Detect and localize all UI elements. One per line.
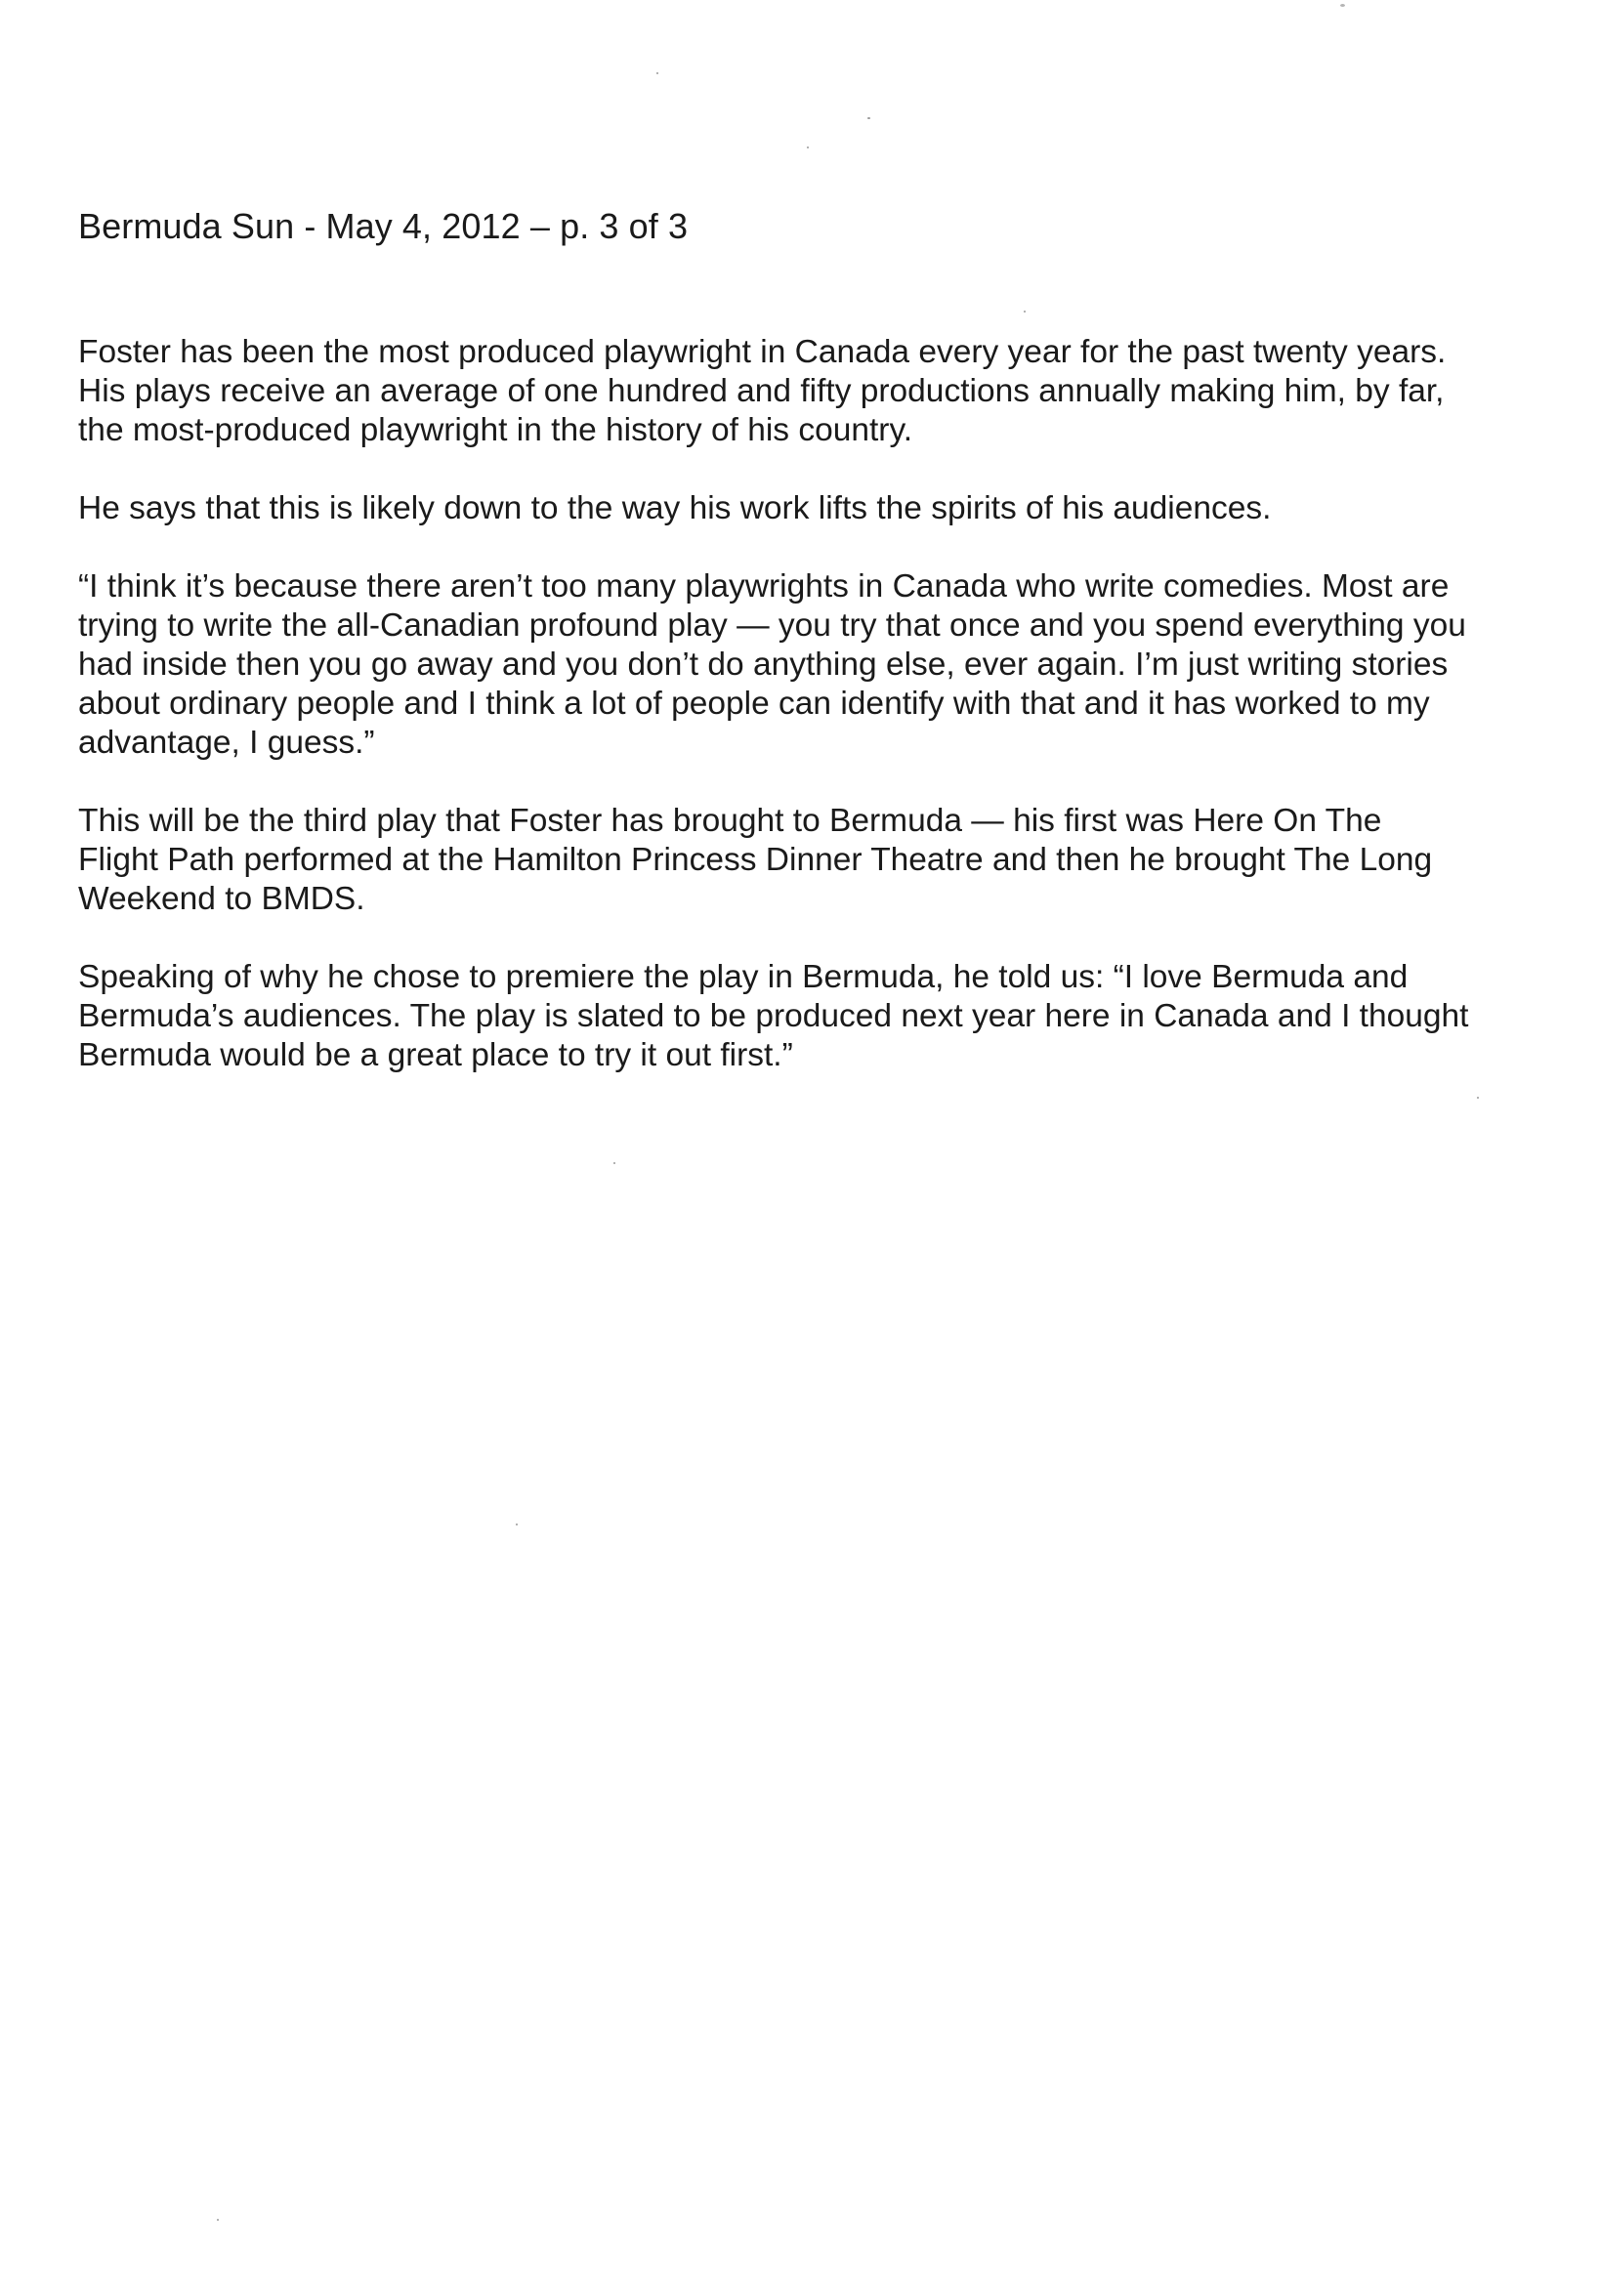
text-line: Flight Path performed at the Hamilton Princess Dinner Theatre and then he brought The Long (78, 842, 1433, 878)
text-line: the most-produced playwright in the history of his country. (78, 412, 913, 448)
text-line: Speaking of why he chose to premiere the play in Bermuda, he told us: “I love Bermuda and (78, 959, 1409, 995)
scan-speck (867, 117, 870, 119)
text-line: Bermuda would be a great place to try it out first.” (78, 1037, 793, 1073)
scan-speck (1477, 1097, 1479, 1099)
article-body (78, 333, 1543, 1114)
text-line: had inside then you go away and you don’t do anything else, ever again. I’m just writing stories (78, 647, 1449, 683)
text-line: advantage, I guess.” (78, 725, 375, 761)
text-line: Weekend to BMDS. (78, 881, 365, 917)
paragraph-1 (78, 333, 1543, 450)
scan-speck (613, 1162, 615, 1164)
text-line: His plays receive an average of one hundred and fifty productions annually making him, by far, (78, 373, 1445, 409)
scan-speck (217, 2219, 219, 2221)
paragraph-5 (78, 958, 1543, 1075)
text-line: He says that this is likely down to the way his work lifts the spirits of his audiences. (78, 490, 1272, 526)
text-line: trying to write the all-Canadian profound play — you try that once and you spend everything you (78, 607, 1466, 644)
scan-speck (1340, 4, 1345, 7)
text-line: Bermuda’s audiences. The play is slated to be produced next year here in Canada and I thought (78, 998, 1469, 1034)
scan-speck (656, 72, 658, 74)
document-header: Bermuda Sun - May 4, 2012 – p. 3 of 3 (78, 206, 689, 246)
text-line: about ordinary people and I think a lot of people can identify with that and it has worked to my (78, 686, 1430, 722)
scan-speck (807, 146, 809, 148)
paragraph-2 (78, 489, 1543, 528)
text-line: Foster has been the most produced playwright in Canada every year for the past twenty years. (78, 334, 1447, 370)
paragraph-3 (78, 567, 1543, 763)
text-line: This will be the third play that Foster has brought to Bermuda — his first was Here On The (78, 803, 1382, 839)
text-line: “I think it’s because there aren’t too many playwrights in Canada who write comedies. Most are (78, 568, 1450, 605)
paragraph-4 (78, 802, 1543, 919)
scan-speck (516, 1524, 518, 1525)
scan-speck (1024, 311, 1026, 313)
